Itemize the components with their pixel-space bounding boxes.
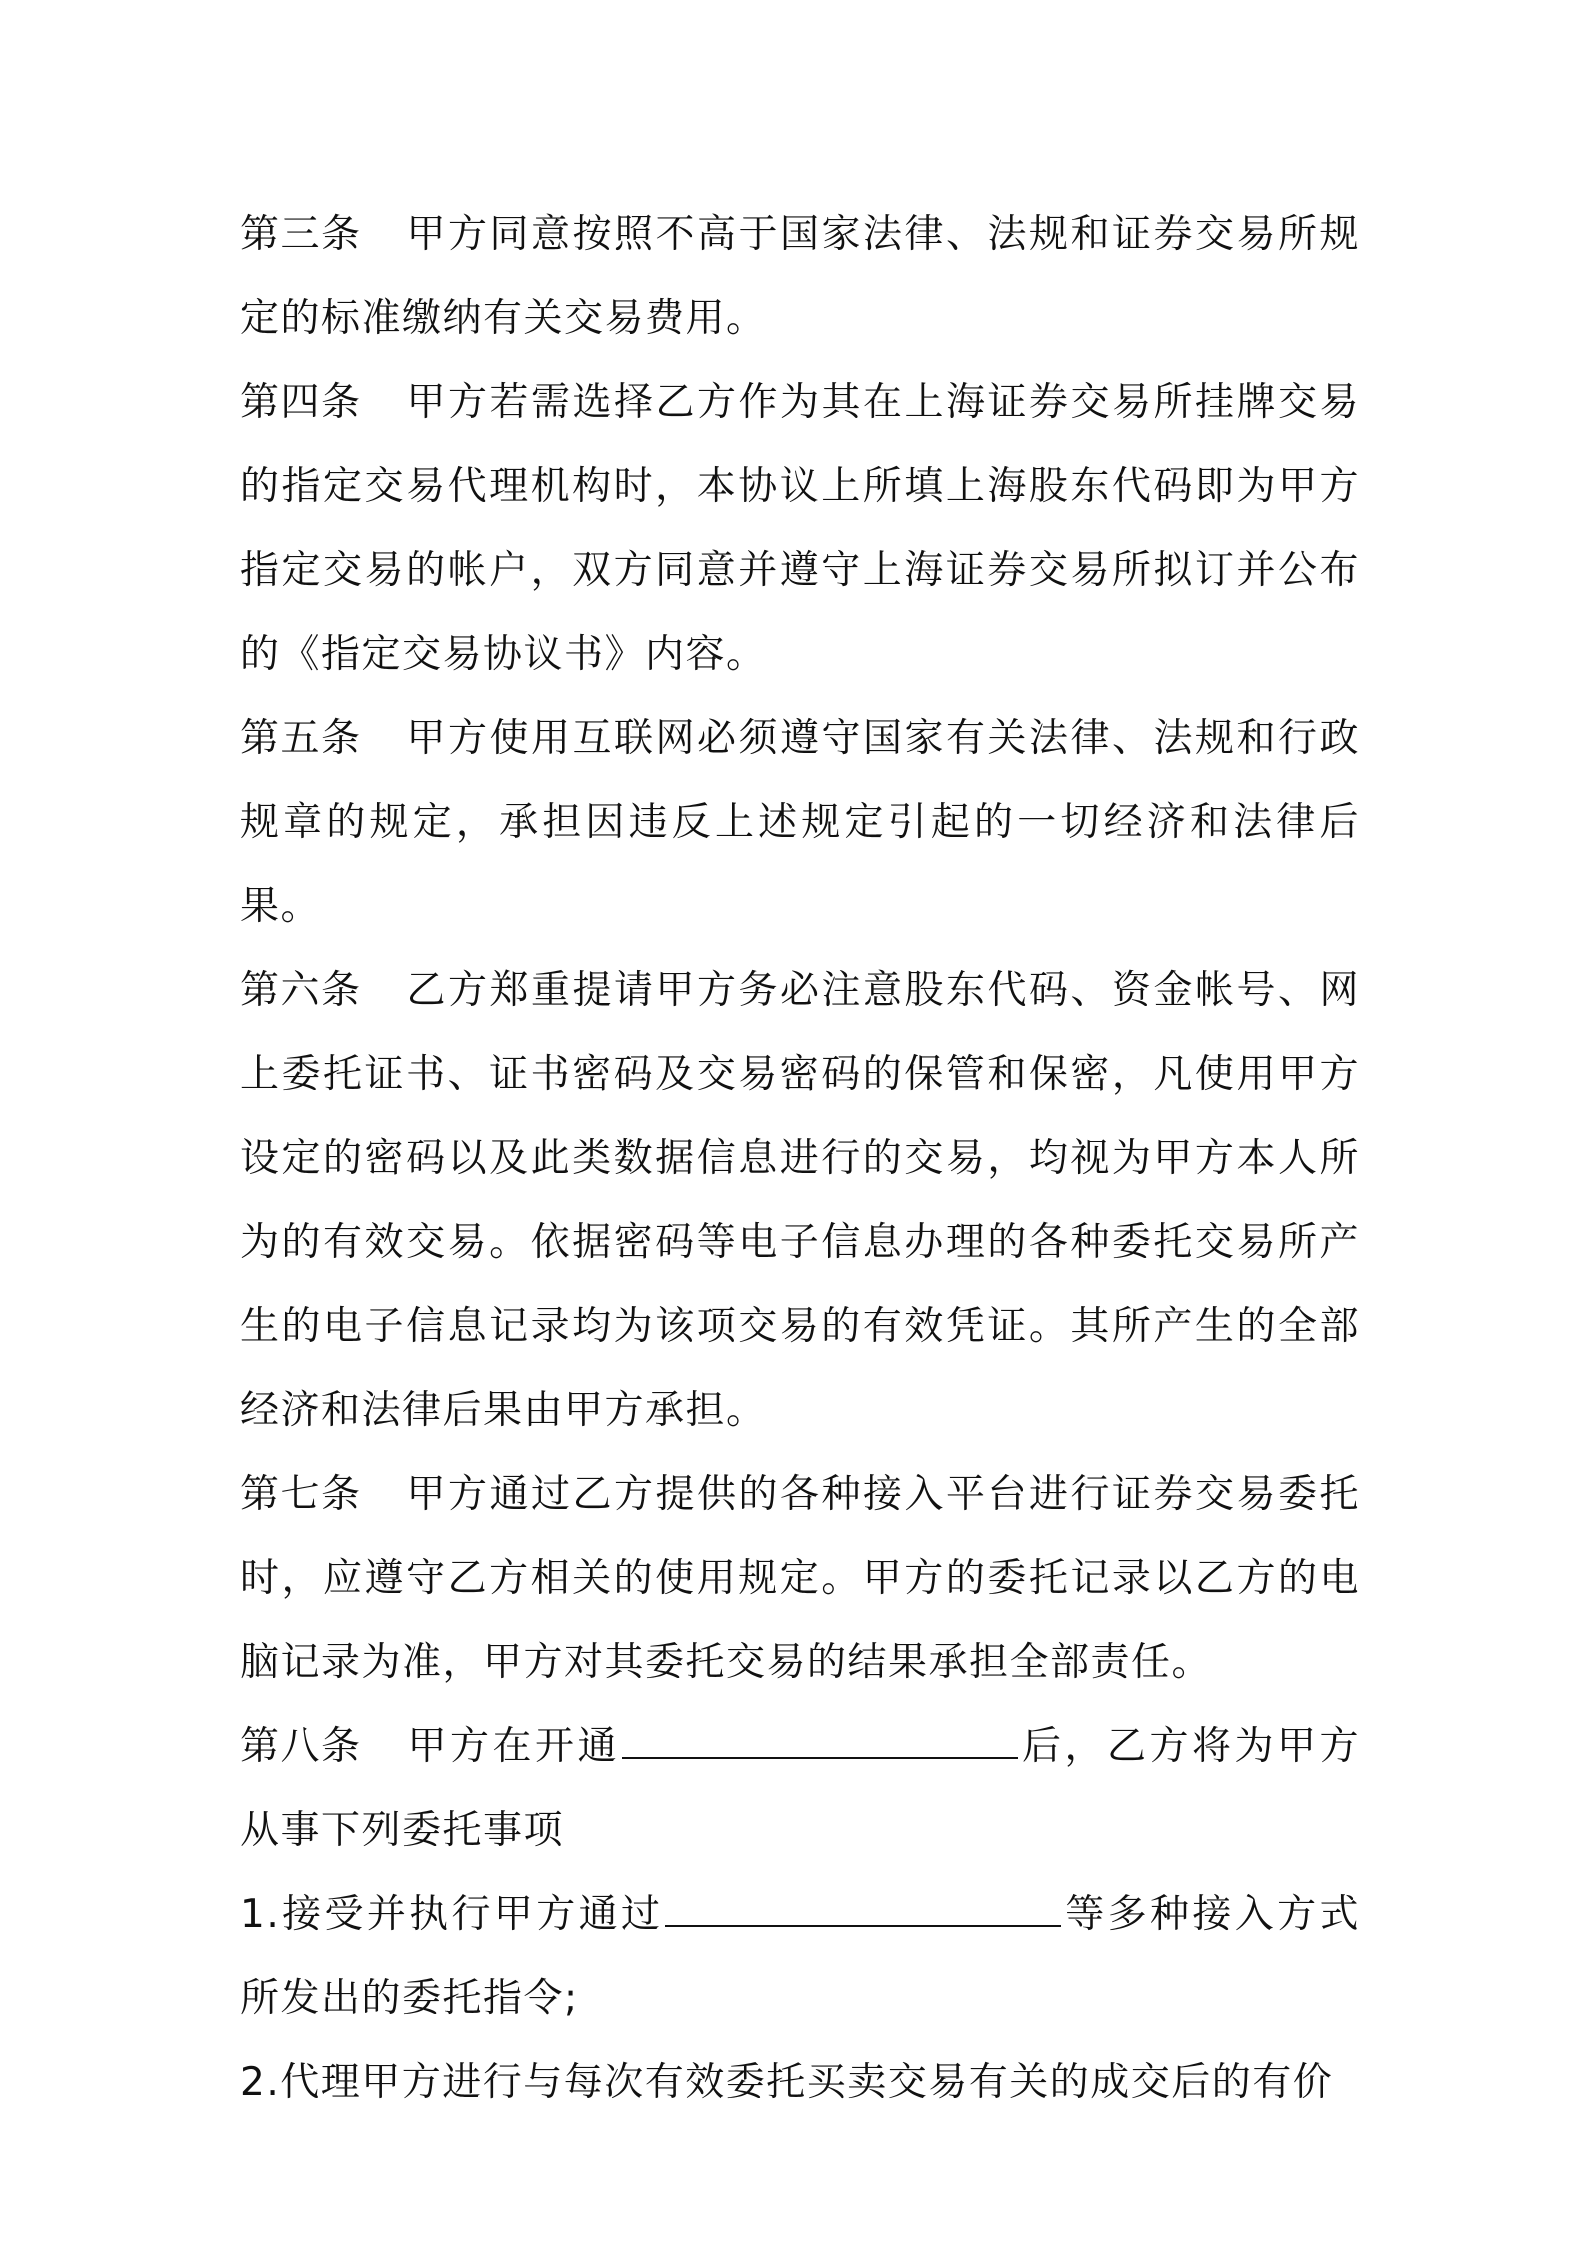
article-3 (240, 193, 1360, 361)
article-4 (240, 361, 1360, 697)
article-5 (240, 697, 1360, 949)
list-item-2 (240, 2041, 1360, 2125)
fill-in-blank[interactable] (622, 1719, 1018, 1759)
article-number: 第五条 (240, 716, 362, 761)
article-text: 甲方使用互联网必须遵守国家有关法律、法规和行政规章的规定，承担因违反上述规定引起的一切经济和法律后果。 (240, 716, 1360, 929)
list-item-1 (240, 1873, 1360, 2041)
article-text-after-blank: 后，乙方将为甲方从事下列委托事项 (240, 1724, 1360, 1853)
item-text: 2.代理甲方进行与每次有效委托买卖交易有关的成交后的有价 (240, 2060, 1334, 2105)
article-text-before-blank: 甲方在开通 (405, 1724, 620, 1769)
document-body (240, 193, 1360, 2125)
article-6 (240, 949, 1360, 1453)
article-text: 甲方通过乙方提供的各种接入平台进行证券交易委托时，应遵守乙方相关的使用规定。甲方的委托记录以乙方的电脑记录为准，甲方对其委托交易的结果承担全部责任。 (240, 1472, 1360, 1685)
article-8 (240, 1705, 1360, 1873)
item-text-before-blank: 1.接受并执行甲方通过 (240, 1892, 664, 1937)
article-number: 第四条 (240, 380, 362, 425)
fill-in-blank[interactable] (665, 1887, 1061, 1927)
article-7 (240, 1453, 1360, 1705)
article-text: 乙方郑重提请甲方务必注意股东代码、资金帐号、网上委托证书、证书密码及交易密码的保管和保密，凡使用甲方设定的密码以及此类数据信息进行的交易，均视为甲方本人所为的有效交易。依据密码等电子信息办理的各种委托交易所产生的电子信息记录均为该项交易的有效凭证。其所产生的全部经济和法律后果由甲方承担。 (240, 968, 1360, 1433)
article-text: 甲方同意按照不高于国家法律、法规和证券交易所规定的标准缴纳有关交易费用。 (240, 212, 1360, 341)
article-number: 第八条 (240, 1724, 362, 1769)
item-text-after-blank: 等多种接入方式所发出的委托指令; (240, 1892, 1360, 2021)
article-number: 第六条 (240, 968, 362, 1013)
article-number: 第三条 (240, 212, 362, 257)
article-number: 第七条 (240, 1472, 362, 1517)
article-text: 甲方若需选择乙方作为其在上海证券交易所挂牌交易的指定交易代理机构时，本协议上所填上海股东代码即为甲方指定交易的帐户，双方同意并遵守上海证券交易所拟订并公布的《指定交易协议书》内容。 (240, 380, 1360, 677)
